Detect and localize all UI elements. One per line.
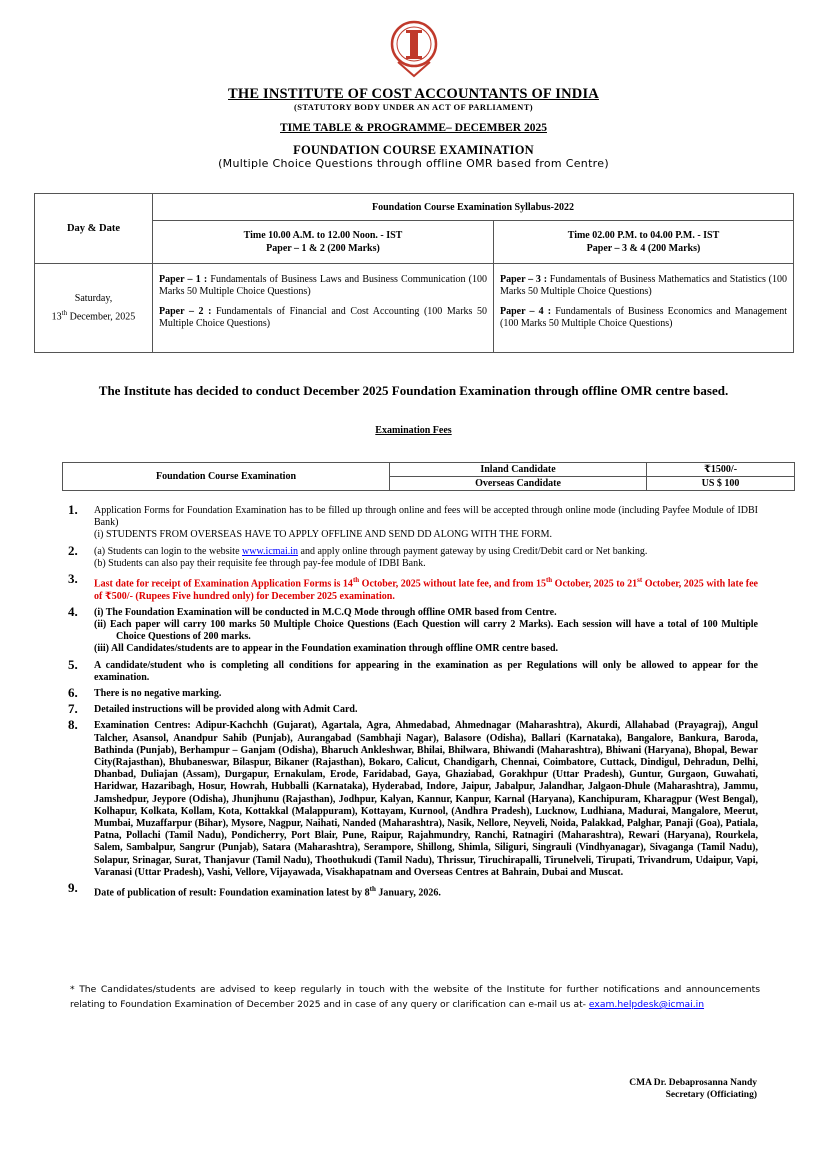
list-item: 1. Application Forms for Foundation Examination has to be filled up through online and fees will be accepted through online mode (including Payfee Module of IDBI Bank) (i) STUDENTS FROM OVERSEAS HAVE TO APPLY OFFLINE AND SEND DD ALONG WITH THE FORM. (68, 502, 758, 541)
signatory-name: CMA Dr. Debaprosanna Nandy (629, 1078, 757, 1088)
paper-1: Paper – 1 : Fundamentals of Business Laws and Business Communication (100 Marks 50 Multiple Choice Questions) (159, 274, 487, 297)
morning-session-header: Time 10.00 A.M. to 12.00 Noon. - IST Paper – 1 & 2 (200 Marks) (153, 221, 494, 264)
list-item: 4. (i) The Foundation Examination will be conducted in M.C.Q Mode through offline OMR based from Centre. (ii) Each paper will carry 100 marks 50 Multiple Choice Questions (Each Question will carry 2 Marks). Each session will have a total of 100 Multiple Choice Questions of 200 marks. (iii) All Candidates/students are to appear in the Foundation examination through offline OMR centre based. (68, 603, 758, 655)
list-item: 6. There is no negative marking. (68, 684, 222, 700)
fees-table (62, 462, 795, 491)
afternoon-papers (494, 264, 794, 353)
signatory-title: Secretary (Officiating) (665, 1090, 757, 1100)
statutory-note: (STATUTORY BODY UNDER AN ACT OF PARLIAMENT) (293, 102, 534, 112)
signature (629, 1077, 757, 1101)
fees-title: Examination Fees (375, 425, 452, 436)
overseas-fee: US $ 100 (647, 477, 795, 491)
inland-label: Inland Candidate (390, 463, 647, 477)
exam-title: FOUNDATION COURSE EXAMINATION (293, 143, 534, 157)
exam-date: Saturday, 13th December, 2025 (35, 264, 153, 353)
footnote: * The Candidates/students are advised to keep regularly in touch with the website of the Institute for further notifications and announcements relating to Foundation Examination of December 2025 and in case of any query or clarification can e-mail us at- exam.helpdesk@icmai.in (70, 984, 760, 1010)
exam-mode: (Multiple Choice Questions through offline OMR based from Centre) (218, 157, 609, 170)
day-date-header: Day & Date (35, 194, 153, 264)
institute-title: THE INSTITUTE OF COST ACCOUNTANTS OF INDIA (228, 86, 599, 102)
timetable (34, 193, 794, 353)
syllabus-header: Foundation Course Examination Syllabus-2022 (153, 194, 794, 221)
instructions-list (66, 502, 758, 904)
website-link[interactable]: www.icmai.in (242, 545, 299, 557)
afternoon-session-header: Time 02.00 P.M. to 04.00 P.M. - IST Paper – 3 & 4 (200 Marks) (494, 221, 794, 264)
list-item: 8. Examination Centres: Adipur-Kachchh (Gujarat), Agartala, Agra, Ahmedabad, Ahmednagar (Maharashtra), Akurdi, Allahabad (Prayagraj), Angul Talcher, Asansol, Anandpur Sahib (Punjab), Aurangabad (Sambhaji Nagar), Balasore (Odisha), Ballari (Karnataka), Bangalore, Bankura, Baroda, Bathinda (Punjab), Berhampur – Ganjam (Odisha), Bharuch Ankleshwar, Bhilai, Bhilwara, Bhiwandi (Maharashtra), Bhiwani (Haryana), Bhopal, Bewar City(Rajasthan), Bhubaneswar, Bilaspur, Bikaner (Rajasthan), Bokaro, Calicut, Chandigarh, Chennai, Coimbatore, Cuttack, Dindigul, Dehradun, Delhi, Dhanbad, Duliajan (Assam), Durgapur, Ernakulam, Erode, Faridabad, Gaya, Ghaziabad, Gorakhpur (Uttar Pradesh), Guntur, Gurgaon, Guwahati, Haridwar, Hazaribagh, Hosur, Howrah, Hubballi (Karnataka), Hyderabad, Indore, Jaipur, Jabalpur, Jalandhar, Jalgaon-Dhule (Maharashtra), Jammu, Jamshedpur, Jeypore (Odisha), Jhunjhunu (Rajasthan), Jodhpur, Kalyan, Kannur, Kanpur, Karnal (Haryana), Kanchipuram, Kharagpur (West Bengal), Kolhapur, Kolkata, Kollam, Kota, Kottakkal (Malappuram), Kottayam, Kurnool, (Andhra Pradesh), Lucknow, Ludhiana, Madurai, Mangalore, Meerut, Mumbai, Muzaffarpur (Bihar), Mysore, Nagpur, Naihati, Nanded (Maharashtra), Nasik, Nellore, Neyveli, Noida, Palakkad, Palghar, Panaji (Goa), Patiala, Patna, Pollachi (Tamil Nadu), Pondicherry, Port Blair, Pune, Raipur, Rajahmundry, Ranchi, Ratnagiri (Maharashtra), Rewari (Haryana), Rourkela, Salem, Sambalpur, Sangrur (Punjab), Satara (Maharashtra), Serampore, Shillong, Shimla, Siliguri, Singrauli (Vindhyanagar), Sivaganga (Tamil Nadu), Solapur, Srinagar, Surat, Thanjavur (Tamil Nadu), Thoothukudi (Tamil Nadu), Thrissur, Tiruchirapalli, Tirunelveli, Tirupati, Trivandrum, Udaipur, Vapi, Varanasi (Uttar Pradesh), Vashi, Vellore, Vijayawada, Visakhapatnam and Overseas Centres at Bahrain, Dubai and Muscat. (68, 717, 758, 878)
paper-3: Paper – 3 : Fundamentals of Business Mathematics and Statistics (100 Marks 50 Multiple Choice Questions) (500, 274, 787, 297)
fees-course: Foundation Course Examination (63, 463, 390, 491)
email-link[interactable]: exam.helpdesk@icmai.in (588, 999, 705, 1010)
paper-4: Paper – 4 : Fundamentals of Business Economics and Management (100 Marks 50 Multiple Choice Questions) (500, 306, 787, 329)
list-item: 5. A candidate/student who is completing all conditions for appearing in the examination as per Regulations will only be allowed to appear for the examination. (68, 656, 758, 683)
timetable-title: TIME TABLE & PROGRAMME– DECEMBER 2025 (280, 122, 547, 134)
paper-2: Paper – 2 : Fundamentals of Financial and Cost Accounting (100 Marks 50 Multiple Choice Questions) (159, 306, 487, 329)
list-item: 3. Last date for receipt of Examination Application Forms is 14th October, 2025 without late fee, and from 15th October, 2025 to 21st October, 2025 with late fee of ₹500/- (Rupees Five hundred only) for December 2025 examination. (68, 571, 758, 602)
declaration: The Institute has decided to conduct December 2025 Foundation Examination through offline OMR centre based. (98, 383, 729, 398)
list-item: 9. Date of publication of result: Foundation examination latest by 8th January, 2026. (68, 880, 441, 899)
morning-papers (153, 264, 494, 353)
list-item: 2. (a) Students can login to the website www.icmai.in and apply online through payment gateway by using Credit/Debit card or Net banking. (b) Students can also pay their requisite fee through pay-fee module of IDBI Bank. (68, 542, 648, 569)
inland-fee: ₹1500/- (647, 463, 795, 477)
overseas-label: Overseas Candidate (390, 477, 647, 491)
list-item: 7. Detailed instructions will be provided along with Admit Card. (68, 701, 358, 717)
institute-logo (388, 18, 440, 80)
